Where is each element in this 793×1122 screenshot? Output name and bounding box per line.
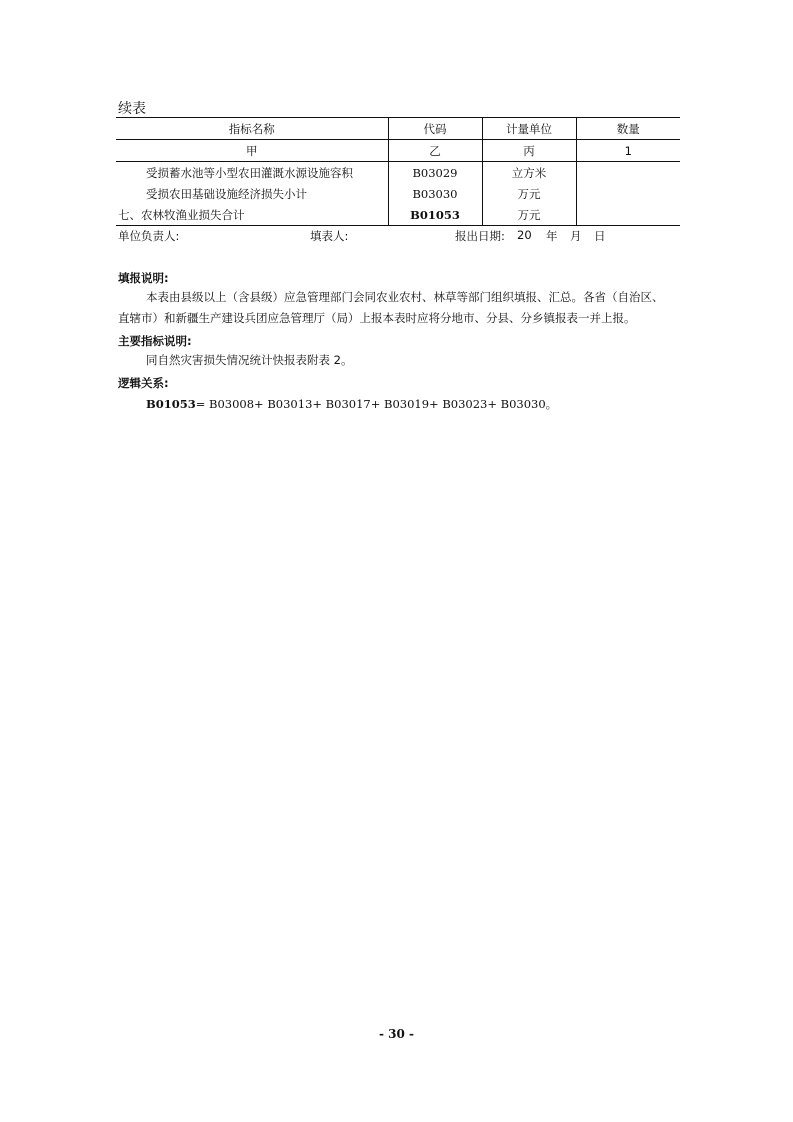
filler-label: 填表人: <box>310 229 349 243</box>
report-year-label: 年 <box>546 229 558 243</box>
row-indicator-name: 受损农田基础设施经济损失小计 <box>146 186 307 201</box>
report-month-label: 月 <box>570 229 582 243</box>
row-indicator-name: 受损蓄水池等小型农田灌溉水源设施容积 <box>146 165 353 180</box>
header-unit: 计量单位 <box>482 118 576 140</box>
fill-instructions-text <box>118 287 682 329</box>
header-indicator-name: 指标名称 <box>116 118 388 140</box>
fill-instructions-line-1: 本表由县级以上（含县级）应急管理部门会同农业农村、林草等部门组织填报、汇总。各省（自治区、 <box>146 290 664 304</box>
logic-formula <box>146 396 557 412</box>
row-unit: 立方米 <box>482 162 576 184</box>
indicator-notes-text <box>118 350 682 371</box>
row-quantity <box>576 183 680 204</box>
table-row <box>116 183 680 204</box>
unit-head-label: 单位负责人: <box>118 229 180 243</box>
row-code: B03029 <box>388 162 482 184</box>
statistics-table <box>116 117 680 226</box>
table-row <box>116 204 680 226</box>
table-header-row <box>116 118 680 140</box>
subheader-jia: 甲 <box>116 140 388 162</box>
table-row <box>116 162 680 184</box>
header-code: 代码 <box>388 118 482 140</box>
logic-heading: 逻辑关系: <box>118 376 169 390</box>
table-continued-label: 续表 <box>118 101 146 117</box>
row-unit: 万元 <box>482 204 576 226</box>
row-unit: 万元 <box>482 183 576 204</box>
indicator-notes-line: 同自然灾害损失情况统计快报表附表 2。 <box>146 353 353 367</box>
row-indicator-name: 七、农林牧渔业损失合计 <box>116 204 388 226</box>
subheader-yi: 乙 <box>388 140 482 162</box>
subheader-bing: 丙 <box>482 140 576 162</box>
page-number: - 30 - <box>378 1027 414 1041</box>
indicator-notes-heading: 主要指标说明: <box>118 334 192 348</box>
report-date-label: 报出日期: <box>455 229 505 243</box>
logic-formula-rhs: = B03008+ B03013+ B03017+ B03019+ B03023+ B03030。 <box>195 397 558 411</box>
row-quantity <box>576 204 680 226</box>
table-subheader-row <box>116 140 680 162</box>
row-code: B01053 <box>388 204 482 226</box>
subheader-1: 1 <box>576 140 680 162</box>
fill-instructions-line-2: 直辖市）和新疆生产建设兵团应急管理厅（局）上报本表时应将分地市、分县、分乡镇报表一并上报。 <box>118 311 636 325</box>
logic-formula-lhs: B01053 <box>146 397 196 411</box>
report-day-label: 日 <box>594 229 606 243</box>
fill-instructions-heading: 填报说明: <box>118 271 169 285</box>
report-year-prefix: 20 <box>517 228 532 242</box>
row-code: B03030 <box>388 183 482 204</box>
row-quantity <box>576 162 680 184</box>
header-quantity: 数量 <box>576 118 680 140</box>
